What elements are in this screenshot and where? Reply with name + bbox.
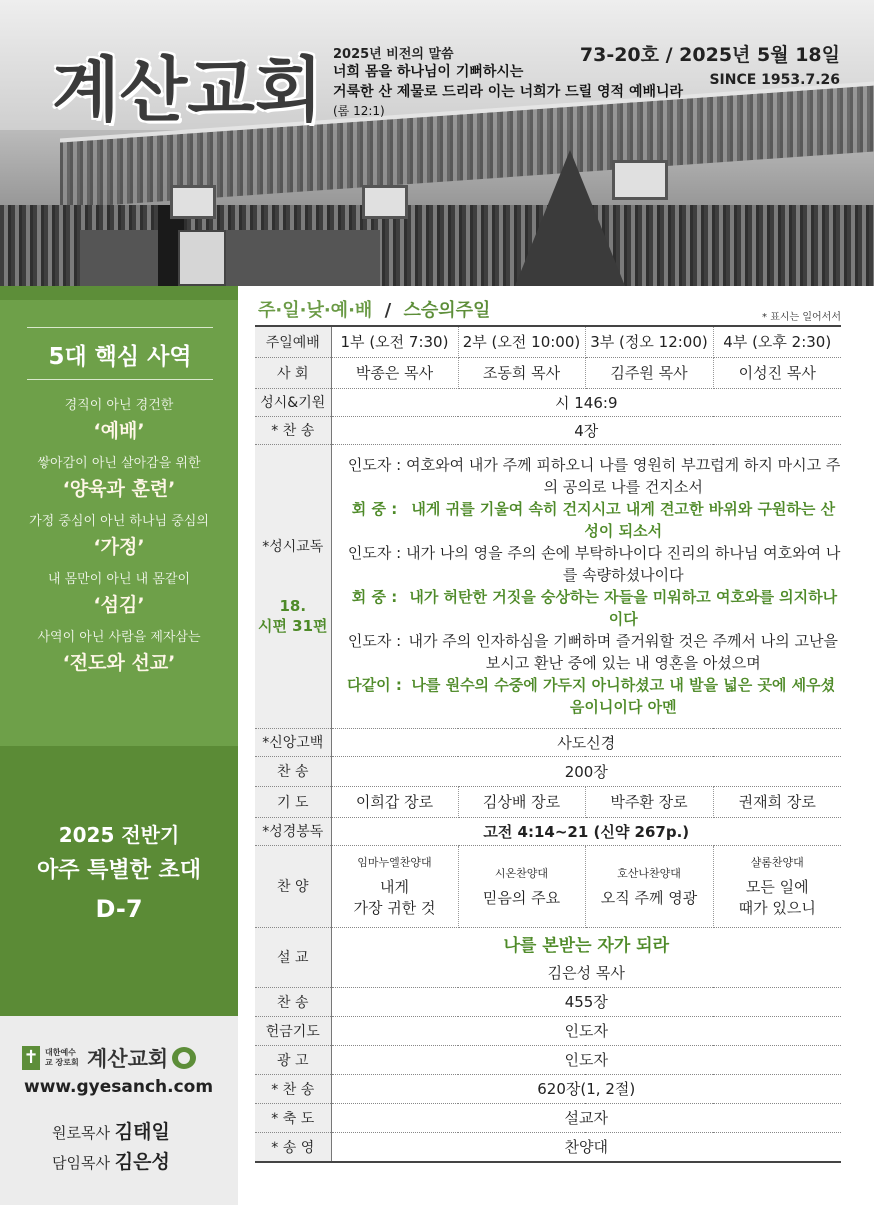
reading-line (344, 586, 842, 630)
vision-line-2: 거룩한 산 제물로 드리라 이는 너희가 드릴 영적 예배니라 (333, 84, 684, 100)
swirl-icon (172, 1047, 196, 1069)
special-invitation-countdown: D-7 (95, 895, 143, 923)
table-row (255, 817, 841, 845)
row-label: * 축 도 (255, 1103, 331, 1132)
row-label: *성경봉독 (255, 817, 331, 845)
choir-anthem (331, 845, 458, 927)
reading-text: 내가 나의 영을 주의 손에 부탁하나이다 진리의 하나님 여호와여 나를 속량하셨나이다 (406, 544, 841, 584)
emeritus-pastor (52, 1118, 170, 1148)
service-time: 3부 (정오 12:00) (585, 326, 713, 357)
emeritus-name: 김태일 (114, 1121, 170, 1143)
header-photo-tree (515, 150, 625, 286)
pastor-list (52, 1118, 170, 1178)
presider-name: 김주원 목사 (585, 357, 713, 388)
reading-role: 인도자 : (347, 632, 402, 650)
table-row (255, 326, 841, 357)
responsive-reading (331, 444, 841, 728)
table-row (255, 357, 841, 388)
reading-text: 내게 귀를 기울여 속히 건지시고 내게 견고한 바위와 구원하는 산성이 되소서 (411, 500, 836, 540)
table-row (255, 1132, 841, 1162)
reading-label-cell (255, 444, 331, 728)
choir-anthem (458, 845, 585, 927)
choir-anthem (585, 845, 713, 927)
choir-name: 임마누엘찬양대 (357, 856, 432, 869)
row-label: 헌금기도 (255, 1016, 331, 1045)
special-invitation (0, 819, 238, 928)
table-row (255, 728, 841, 756)
core-ministry-desc: 쌓아감이 아닌 살아감을 위한 (37, 456, 201, 471)
anthem-title: 오직 주께 영광 (600, 888, 698, 907)
core-ministry-name: ‘가정’ (93, 536, 145, 558)
prayer-elder: 김상배 장로 (458, 786, 585, 817)
church-masthead: 계산교회 (52, 49, 323, 131)
website-link[interactable]: www.gyesanch.com (24, 1077, 214, 1097)
announcements: 인도자 (331, 1045, 841, 1074)
heading-slash: / (384, 300, 392, 321)
core-ministry-title: 5대 핵심 사역 (27, 327, 213, 380)
reading-role: 다같이 : (347, 676, 402, 694)
header-photo-screen (170, 185, 216, 219)
table-row (255, 927, 841, 987)
choir-anthem (713, 845, 841, 927)
header-photo-screen (362, 185, 408, 219)
cross-icon: ✝ (23, 1047, 39, 1068)
service-time: 4부 (오후 2:30) (713, 326, 841, 357)
core-ministry-name: ‘전도와 선교’ (62, 652, 176, 674)
header-banner (0, 0, 874, 286)
core-ministry-list (0, 394, 238, 684)
table-row (255, 756, 841, 786)
row-label: 광 고 (255, 1045, 331, 1074)
hymn-number: 455장 (331, 987, 841, 1016)
reading-line (344, 674, 842, 718)
row-label: 찬 송 (255, 756, 331, 786)
reading-line (344, 542, 842, 586)
sidebar (0, 286, 238, 1205)
service-time: 2부 (오전 10:00) (458, 326, 585, 357)
anthem-title: 믿음의 주요 (482, 888, 561, 907)
sermon-title: 나를 본받는 자가 되라 (503, 936, 670, 956)
row-label: 찬 양 (255, 845, 331, 927)
core-ministry-name: ‘섬김’ (93, 594, 145, 616)
table-row (255, 786, 841, 817)
presider-name: 조동희 목사 (458, 357, 585, 388)
core-ministry-desc: 경직이 아닌 경건한 (64, 398, 174, 413)
choir-name: 샬롬찬양대 (750, 856, 804, 869)
core-ministry-item (0, 452, 238, 510)
reading-role: 인도자 : (347, 456, 402, 474)
doxology: 찬양대 (331, 1132, 841, 1162)
core-ministry-name: ‘양육과 훈련’ (62, 478, 176, 500)
since-date: SINCE 1953.7.26 (709, 72, 840, 88)
reading-role: 인도자 : (347, 544, 402, 562)
row-label: *신앙고백 (255, 728, 331, 756)
row-label: 주일예배 (255, 326, 331, 357)
row-label: * 찬 송 (255, 416, 331, 444)
reading-role: 회 중 : (351, 500, 398, 518)
emeritus-title: 원로목사 (52, 1124, 110, 1142)
presider-name: 이성진 목사 (713, 357, 841, 388)
reading-line (344, 630, 842, 674)
senior-title: 담임목사 (52, 1154, 110, 1172)
table-row (255, 987, 841, 1016)
row-label: 성시&기원 (255, 388, 331, 416)
choir-name: 호산나찬양대 (617, 866, 681, 880)
logo-church-name: 계산교회 (87, 1047, 169, 1071)
table-row (255, 1103, 841, 1132)
core-ministry-desc: 내 몸만이 아닌 내 몸같이 (47, 572, 191, 587)
issue-number-date: 73-20호 / 2025년 5월 18일 (579, 44, 840, 66)
reading-line (344, 454, 842, 498)
hymn-number: 620장(1, 2절) (331, 1074, 841, 1103)
sermon-preacher: 김은성 목사 (547, 964, 625, 982)
row-label: *성시교독 (262, 539, 324, 555)
call-to-worship: 시 146:9 (331, 388, 841, 416)
vision-reference: (롬 12:1) (333, 104, 385, 118)
sermon (331, 927, 841, 987)
table-row (255, 416, 841, 444)
row-label: 기 도 (255, 786, 331, 817)
benediction: 설교자 (331, 1103, 841, 1132)
service-time: 1부 (오전 7:30) (331, 326, 458, 357)
presider-name: 박종은 목사 (331, 357, 458, 388)
worship-order-table (255, 325, 841, 1163)
core-ministry-desc: 사역이 아닌 사람을 제자삼는 (37, 630, 201, 645)
row-label: * 찬 송 (255, 1074, 331, 1103)
choir-name: 시온찬양대 (494, 866, 549, 880)
offering-prayer: 인도자 (331, 1016, 841, 1045)
core-ministry-item (0, 510, 238, 568)
hymn-number: 4장 (331, 416, 841, 444)
reading-psalm: 시편 31편 (257, 617, 328, 635)
core-ministry-item (0, 394, 238, 452)
table-row (255, 1045, 841, 1074)
reading-number: 18. (279, 597, 307, 615)
scripture-reading: 고전 4:14~21 (신약 267p.) (331, 817, 841, 845)
church-logo (22, 1043, 196, 1073)
table-row (255, 1074, 841, 1103)
sunday-theme: 스승의주일 (403, 300, 491, 321)
special-invitation-title: 아주 특별한 초대 (36, 858, 202, 883)
table-row (255, 388, 841, 416)
denomination-label: 대한예수교 장로회 (45, 1048, 79, 1067)
core-ministry-item (0, 568, 238, 626)
hymn-number: 200장 (331, 756, 841, 786)
senior-name: 김은성 (114, 1151, 170, 1173)
prayer-elder: 박주환 장로 (585, 786, 713, 817)
vision-title: 2025년 비전의 말씀 (333, 47, 454, 62)
worship-title: 주·일·낮·예·배 (258, 300, 373, 321)
table-row (255, 845, 841, 927)
reading-text: 여호와여 내가 주께 피하오니 나를 영원히 부끄럽게 하지 마시고 주의 공의로 나를 건지소서 (406, 456, 841, 496)
header-photo-pulpit (178, 230, 226, 286)
table-row (255, 1016, 841, 1045)
reading-text: 내가 주의 인자하심을 기뻐하며 즐거워할 것은 주께서 나의 고난을 보시고 환난 중에 있는 내 영혼을 아셨으며 (408, 632, 838, 672)
reading-role: 회 중 : (351, 588, 398, 606)
prayer-elder: 이희갑 장로 (331, 786, 458, 817)
core-ministry-item (0, 626, 238, 684)
header-photo-stage (80, 230, 380, 286)
row-label: 찬 송 (255, 987, 331, 1016)
row-label: 설 교 (255, 927, 331, 987)
creed: 사도신경 (331, 728, 841, 756)
vision-line-1: 너희 몸을 하나님이 기뻐하시는 (333, 64, 524, 80)
row-label: 사 회 (255, 357, 331, 388)
reading-text: 나를 원수의 수중에 가두지 아니하셨고 내 발을 넓은 곳에 세우셨음이니이다 아멘 (411, 676, 836, 716)
header-photo-screen (612, 160, 668, 200)
table-row (255, 444, 841, 728)
row-label: * 송 영 (255, 1132, 331, 1162)
standing-note: * 표시는 일어서서 (762, 312, 841, 323)
reading-text: 내가 허탄한 거짓을 숭상하는 자들을 미워하고 여호와를 의지하나이다 (409, 588, 838, 628)
core-ministry-name: ‘예배’ (93, 420, 145, 442)
anthem-title: 내게 (380, 878, 409, 896)
anthem-title: 모든 일에 (745, 878, 809, 896)
panel-top-bar (0, 286, 238, 300)
prayer-elder: 권재희 장로 (713, 786, 841, 817)
senior-pastor (52, 1148, 170, 1178)
anthem-title-2: 때가 있으니 (738, 899, 816, 917)
special-invitation-period: 2025 전반기 (58, 823, 180, 847)
reading-line (344, 498, 842, 542)
worship-heading (258, 296, 490, 322)
issue-info (580, 40, 840, 88)
anthem-title-2: 가장 귀한 것 (353, 899, 436, 917)
core-ministry-desc: 가정 중심이 아닌 하나님 중심의 (29, 514, 209, 529)
